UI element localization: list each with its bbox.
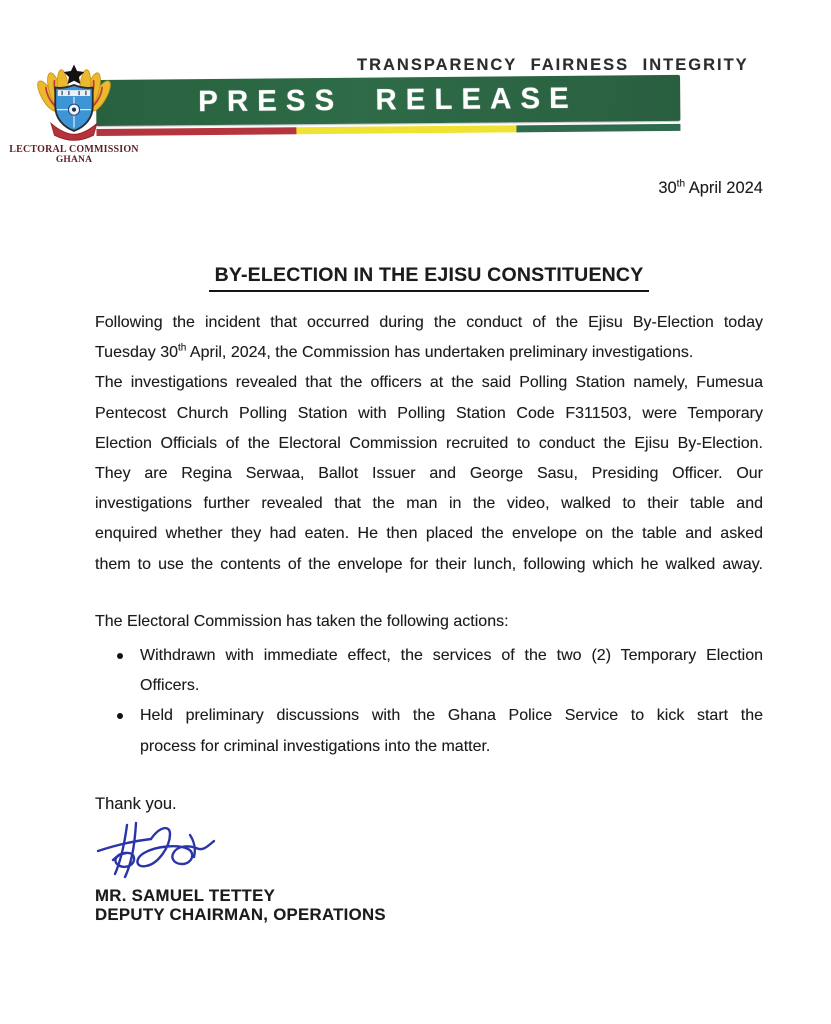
stripe-yellow-segment — [296, 125, 516, 134]
actions-bullet-list — [95, 641, 763, 762]
body-line — [95, 338, 763, 368]
press-release-banner — [96, 75, 680, 136]
signature — [94, 818, 224, 885]
list-item — [95, 641, 763, 701]
stripe-green-segment — [516, 124, 680, 132]
coat-of-arms-icon — [31, 62, 117, 142]
signatory-block — [95, 886, 386, 924]
body-line: investigations further revealed that the man in the video, walked to their table and — [95, 495, 763, 513]
signature-icon — [94, 818, 224, 880]
body-line: Election Officials of the Electoral Commission recruited to conduct the Ejisu By-Election. — [95, 434, 763, 452]
body-line: Pentecost Church Polling Station with Polling Station Code F311503, were Temporary — [95, 404, 763, 422]
bullet-line: Withdrawn with immediate effect, the services of the two (2) Temporary Election — [140, 647, 763, 664]
body-line2-prefix: Tuesday 30 — [95, 344, 179, 362]
body-line: Following the incident that occurred during the conduct of the Ejisu By-Election today — [95, 314, 763, 331]
body-line2-ordinal: th — [178, 342, 187, 354]
electoral-commission-logo — [8, 62, 140, 166]
body-line: them to use the contents of the envelope for their lunch, following which he walked away. — [95, 555, 763, 573]
logo-caption-line2: GHANA — [55, 155, 93, 165]
date-line — [95, 179, 763, 198]
document-title-text: BY-ELECTION IN THE EJISU CONSTITUENCY — [209, 264, 650, 292]
document-title — [95, 264, 763, 292]
date-day: 30 — [658, 179, 677, 197]
bullet-icon — [117, 653, 123, 659]
body-paragraph — [95, 308, 763, 580]
banner-title: PRESS RELEASE — [198, 81, 578, 119]
closing-text: Thank you. — [95, 795, 177, 813]
body-line: enquired whether they had eaten. He then placed the envelope on the table and asked — [95, 525, 763, 543]
body-line: The investigations revealed that the officers at the said Polling Station namely, Fumesua — [95, 374, 763, 392]
bullet-icon — [117, 713, 123, 719]
bullet-line: Held preliminary discussions with the Ghana Police Service to kick start the — [140, 707, 763, 725]
body-line: They are Regina Serwaa, Ballot Issuer and George Sasu, Presiding Officer. Our — [95, 465, 763, 483]
list-item — [95, 701, 763, 761]
bullet-line: process for criminal investigations into the matter. — [140, 737, 491, 755]
bullet-line: Officers. — [140, 677, 200, 695]
date-ordinal: th — [676, 178, 686, 190]
signatory-name: MR. SAMUEL TETTEY — [95, 886, 276, 905]
body-line2-suffix: April, 2024, the Commission has undertaken preliminary investigations. — [186, 344, 694, 362]
signatory-role: DEPUTY CHAIRMAN, OPERATIONS — [95, 905, 386, 924]
logo-caption — [8, 144, 140, 166]
banner-green-bar — [96, 75, 680, 126]
logo-caption-line1: LECTORAL COMMISSION — [9, 144, 139, 155]
motto-text: TRANSPARENCY FAIRNESS INTEGRITY — [357, 56, 749, 74]
actions-intro: The Electoral Commission has taken the following actions: — [95, 613, 509, 630]
date-rest: April 2024 — [685, 179, 763, 197]
ghana-tricolor-stripe — [96, 124, 680, 136]
